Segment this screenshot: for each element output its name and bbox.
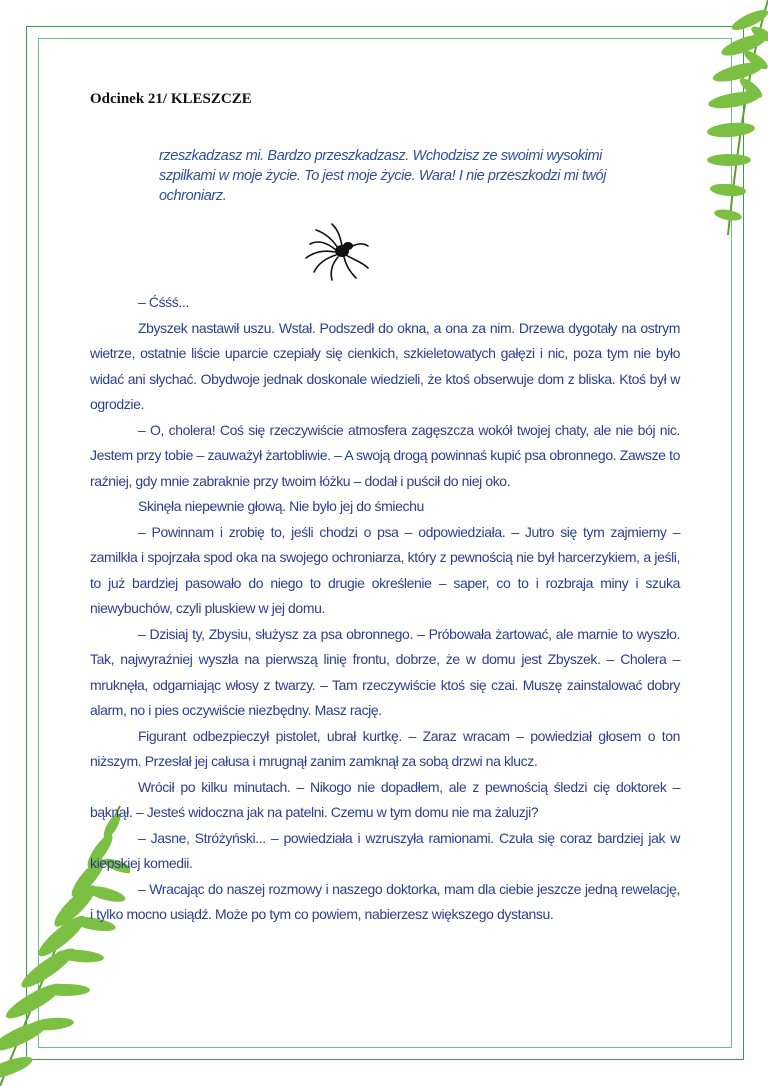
paragraph: – Jasne, Stróżyński... – powiedziała i wzruszyła ramionami. Czuła się coraz bardziej jak w kiepskiej komedii. bbox=[90, 829, 680, 871]
paragraph: Zbyszek nastawił uszu. Wstał. Podszedł do okna, a ona za nim. Drzewa dygotały na ostrym wietrze, ostatnie liście uparcie czepiały się cienkich, szkieletowatych gałęzi i nic, poza tym nie było widać ani słychać. Obydwoje jednak doskonale wiedzieli, że ktoś obserwuje dom z bliska. Ktoś był w ogrodzie. bbox=[90, 319, 680, 412]
paragraph: Skinęła niepewnie głową. Nie było jej do śmiechu bbox=[138, 498, 424, 514]
fern-icon bbox=[658, 0, 768, 240]
quote-line: ochroniarz. bbox=[159, 188, 227, 204]
paragraph: Wrócił po kilku minutach. – Nikogo nie dopadłem, ale z pewnością śledzi cię doktorek – bąknął. – Jesteś widoczna jak na patelni. Czemu w tym domu nie ma żaluzji? bbox=[90, 778, 680, 820]
paragraph: – Ćśśś... bbox=[138, 294, 189, 310]
paragraph: – Wracając do naszej rozmowy i naszego doktorka, mam dla ciebie jeszcze jedną rewelację, i tylko mocno usiądź. Może po tym co powiem, nabierzesz większego dystansu. bbox=[90, 880, 680, 922]
spider-icon bbox=[302, 222, 372, 282]
paragraph: – Powinnam i zrobię to, jeśli chodzi o psa – odpowiedziała. – Jutro się tym zajmiemy – zamilkła i spojrzała spod oka na swojego ochroniarza, który z pewnością nie był harcerzykiem, a jeśli, to już bardziej pasowało do niego to drugie określenie – saper, co to i rozbraja miny i szuka niewybuchów, czyli pluskiew w jej domu. bbox=[90, 523, 680, 616]
story-text bbox=[90, 290, 680, 928]
paragraph: – O, cholera! Coś się rzeczywiście atmosfera zagęszcza wokół twojej chaty, ale nie bój nic. Jestem przy tobie – zauważył żartobliwie. – A swoją drogą powinnaś kupić psa obronnego. Zawsze to raźniej, gdy mnie zabraknie przy twoim łóżku – dodał i puścił do niej oko. bbox=[90, 421, 680, 489]
paragraph: – Dzisiaj ty, Zbysiu, służysz za psa obronnego. – Próbowała żartować, ale marnie to wyszło. Tak, najwyraźniej wyszła na pierwszą linię frontu, dobrze, że w domu jest Zbyszek. – Cholera – mruknęła, odgarniając włosy z twarzy. – Tam rzeczywiście ktoś się czai. Muszę zainstalować dobry alarm, no i pies oczywiście niezbędny. Masz rację. bbox=[90, 625, 680, 718]
quote-line: szpilkami w moje życie. To jest moje życie. Wara! I nie przeszkodzi mi twój bbox=[159, 168, 607, 184]
epigraph-quote bbox=[159, 146, 669, 206]
quote-line: rzeszkadzasz mi. Bardzo przeszkadzasz. Wchodzisz ze swoimi wysokimi bbox=[159, 148, 602, 164]
paragraph: Figurant odbezpieczył pistolet, ubrał kurtkę. – Zaraz wracam – powiedział głosem o ton niższym. Przesłał jej całusa i mrugnął zanim zamknął za sobą drzwi na klucz. bbox=[90, 727, 680, 769]
page-title: Odcinek 21/ KLESZCZE bbox=[90, 91, 252, 107]
